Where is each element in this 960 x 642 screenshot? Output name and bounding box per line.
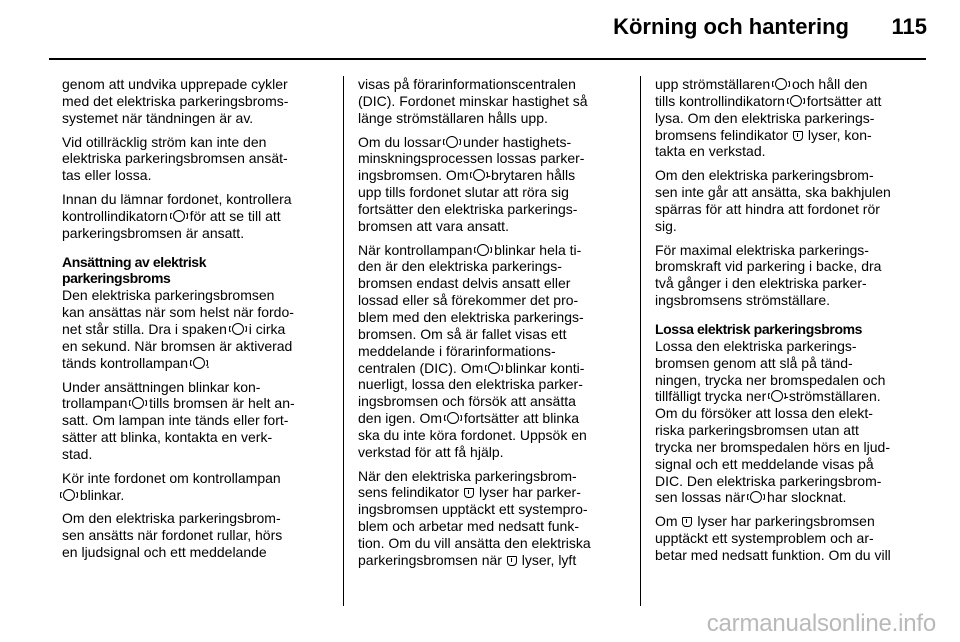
text-line: ningen, trycka ner bromspedalen och <box>655 371 886 388</box>
text-line: ingsbromsen upptäckt ett systempro- <box>358 501 588 518</box>
parking-brake-icon <box>790 95 802 107</box>
brake-warning-icon <box>464 488 474 498</box>
text-line: lysa. Om den elektriska parkerings- <box>655 109 875 126</box>
parking-brake-icon <box>173 210 185 222</box>
column-divider <box>640 76 641 606</box>
text-line: betar med nedsatt funktion. Om du vill <box>655 546 891 563</box>
paragraph <box>358 134 626 235</box>
text-line: visas på förarinformationscentralen <box>358 76 576 92</box>
text-line: den igen. Om fortsätter att blinka <box>358 410 579 427</box>
paragraph <box>62 134 330 185</box>
text-line: verkstad för att få hjälp. <box>358 443 504 460</box>
paragraph <box>655 167 923 234</box>
text-line: Om du lossar under hastighets- <box>358 133 572 150</box>
text-line: DIC. Den elektriska parkeringsbrom- <box>655 472 882 489</box>
text-line: (DIC). Fordonet minskar hastighet så <box>358 92 588 109</box>
parking-brake-icon <box>232 323 244 335</box>
text-line: sig. <box>655 217 677 234</box>
text-line: elektriska parkeringsbromsen ansät- <box>62 150 288 167</box>
text-line: Vid otillräcklig ström kan inte den <box>62 133 267 150</box>
text-line: ingsbromsens strömställare. <box>655 292 831 309</box>
text-line: Lossa den elektriska parkerings- <box>655 337 857 354</box>
text-line: stad. <box>62 445 93 462</box>
text-line: signal och ett meddelande visas på <box>655 455 874 472</box>
text-line: Under ansättningen blinkar kon- <box>62 378 261 395</box>
text-line: tills kontrollindikatorn fortsätter att <box>655 92 882 109</box>
text-line: parkeringsbromsen när lyser, lyft <box>358 551 577 568</box>
section-heading <box>655 321 923 338</box>
text-line: genom att undvika upprepade cykler <box>62 76 288 92</box>
text-line: sen lossas när har slocknat. <box>655 489 847 506</box>
text-line: lossad eller så förekommer det pro- <box>358 292 579 309</box>
text-line: net står stilla. Dra i spaken i cirka <box>62 320 286 337</box>
parking-brake-icon <box>473 169 485 181</box>
text-line: meddelande i förarinformations- <box>358 342 556 359</box>
heading-line: Ansättning av elektrisk <box>62 253 207 270</box>
text-line: kan ansättas när som helst när fordo- <box>62 304 294 321</box>
text-line: blem med den elektriska parkerings- <box>358 308 584 325</box>
text-line: ingsbromsen. Om -brytaren hålls <box>358 167 576 184</box>
text-line: För maximal elektriska parkerings- <box>655 241 869 258</box>
text-line: upp tills fordonet slutar att röra sig <box>358 184 569 201</box>
text-line: spärras för att hindra att fordonet rör <box>655 200 880 217</box>
text-line: sätter att blinka, kontakta en verk- <box>62 429 273 446</box>
watermark: carmanualsonline.info <box>706 610 936 637</box>
chapter-title: Körning och hantering <box>613 14 849 39</box>
header-divider <box>49 58 926 60</box>
text-line: Om den elektriska parkeringsbrom- <box>655 167 874 184</box>
paragraph <box>655 242 923 309</box>
text-line: satt. Om lampan inte tänds eller fort- <box>62 412 289 429</box>
text-line: blinkar. <box>62 487 330 504</box>
page-number: 115 <box>891 14 927 39</box>
text-line: Den elektriska parkeringsbromsen <box>62 287 275 304</box>
paragraph <box>62 470 330 504</box>
text-column-1 <box>62 76 330 568</box>
text-line: bromsen endast delvis ansatt eller <box>358 275 571 292</box>
text-line: parkeringsbromsen är ansatt. <box>62 224 245 241</box>
text-line: minskningsprocessen lossas parker- <box>358 150 585 167</box>
text-line: ska du inte köra fordonet. Uppsök en <box>358 426 587 443</box>
text-line: bromskraft vid parkering i backe, dra <box>655 258 882 275</box>
text-line: tänds kontrollampan . <box>62 354 210 371</box>
parking-brake-icon <box>488 362 500 374</box>
text-line: kontrollindikatorn för att se till att <box>62 207 281 224</box>
text-line: takta en verkstad. <box>655 143 766 160</box>
text-line: fortsätter den elektriska parkerings- <box>358 200 578 217</box>
text-line: bromsens felindikator lyser, kon- <box>655 126 872 143</box>
text-line: tion. Om du vill ansätta den elektriska <box>358 534 591 551</box>
text-line: bromsen att vara ansatt. <box>358 217 509 234</box>
text-line: sens felindikator lyser har parker- <box>358 484 581 501</box>
column-divider <box>343 76 344 606</box>
text-line: tas eller lossa. <box>62 167 152 184</box>
paragraph <box>358 76 626 127</box>
text-line: en sekund. När bromsen är aktiverad <box>62 337 293 354</box>
text-line: bromsen. Om så är fallet visas ett <box>358 325 567 342</box>
paragraph <box>62 191 330 242</box>
text-line: trycka ner bromspedalen hörs en ljud- <box>655 438 891 455</box>
text-line: bromsen genom att slå på tänd- <box>655 354 853 371</box>
text-line: med det elektriska parkeringsbroms- <box>62 92 289 109</box>
section-heading <box>62 254 330 288</box>
text-line: blem och arbetar med nedsatt funk- <box>358 518 580 535</box>
text-column-3 <box>655 76 923 571</box>
parking-brake-icon <box>446 136 458 148</box>
text-line: upp strömställaren och håll den <box>655 76 868 92</box>
parking-brake-icon <box>132 397 144 409</box>
text-line: tillfälligt trycka ner -strömställaren. <box>655 388 881 405</box>
paragraph <box>62 254 330 372</box>
text-line: sen inte går att ansätta, ska bakhjulen <box>655 184 891 201</box>
paragraph <box>62 510 330 561</box>
text-line: två gånger i den elektriska parker- <box>655 275 867 292</box>
brake-warning-icon <box>507 556 517 566</box>
page-header <box>0 0 960 68</box>
paragraph <box>358 468 626 569</box>
text-line: Om lyser har parkeringsbromsen <box>655 513 875 530</box>
brake-warning-icon <box>793 131 803 141</box>
paragraph <box>358 242 626 461</box>
text-line: trollampan tills bromsen är helt an- <box>62 395 295 412</box>
text-line: centralen (DIC). Om blinkar konti- <box>358 359 585 376</box>
paragraph <box>655 76 923 160</box>
text-line: den är den elektriska parkerings- <box>358 258 562 275</box>
heading-line: parkeringsbroms <box>62 270 171 287</box>
text-line: När den elektriska parkeringsbrom- <box>358 467 577 484</box>
parking-brake-icon <box>477 244 489 256</box>
text-line: ingsbromsen och försök att ansätta <box>358 393 576 410</box>
paragraph <box>62 379 330 463</box>
parking-brake-icon <box>775 78 787 90</box>
text-line: Om den elektriska parkeringsbrom- <box>62 510 281 527</box>
text-column-2 <box>358 76 626 576</box>
text-line: upptäckt ett systemproblem och ar- <box>655 530 874 547</box>
text-line: Om du försöker att lossa den elekt- <box>655 405 873 422</box>
text-line: riska parkeringsbromsen utan att <box>655 422 859 439</box>
text-line: nuerligt, lossa den elektriska parker- <box>358 376 583 393</box>
text-line: länge strömställaren hålls upp. <box>358 109 548 126</box>
text-line: en ljudsignal och ett meddelande <box>62 544 267 561</box>
parking-brake-icon <box>193 357 205 369</box>
parking-brake-icon <box>447 412 459 424</box>
parking-brake-icon <box>63 489 75 501</box>
heading-line: Lossa elektrisk parkeringsbroms <box>655 320 863 337</box>
paragraph <box>62 76 330 127</box>
parking-brake-icon <box>750 491 762 503</box>
text-line: systemet när tändningen är av. <box>62 109 254 126</box>
parking-brake-icon <box>771 390 783 402</box>
text-line: När kontrollampan blinkar hela ti- <box>358 241 582 258</box>
text-line: Kör inte fordonet om kontrollampan <box>62 469 281 486</box>
brake-warning-icon <box>682 517 692 527</box>
paragraph <box>655 513 923 564</box>
text-line: Innan du lämnar fordonet, kontrollera <box>62 191 292 208</box>
text-line: sen ansätts när fordonet rullar, hörs <box>62 527 283 544</box>
paragraph <box>655 321 923 506</box>
